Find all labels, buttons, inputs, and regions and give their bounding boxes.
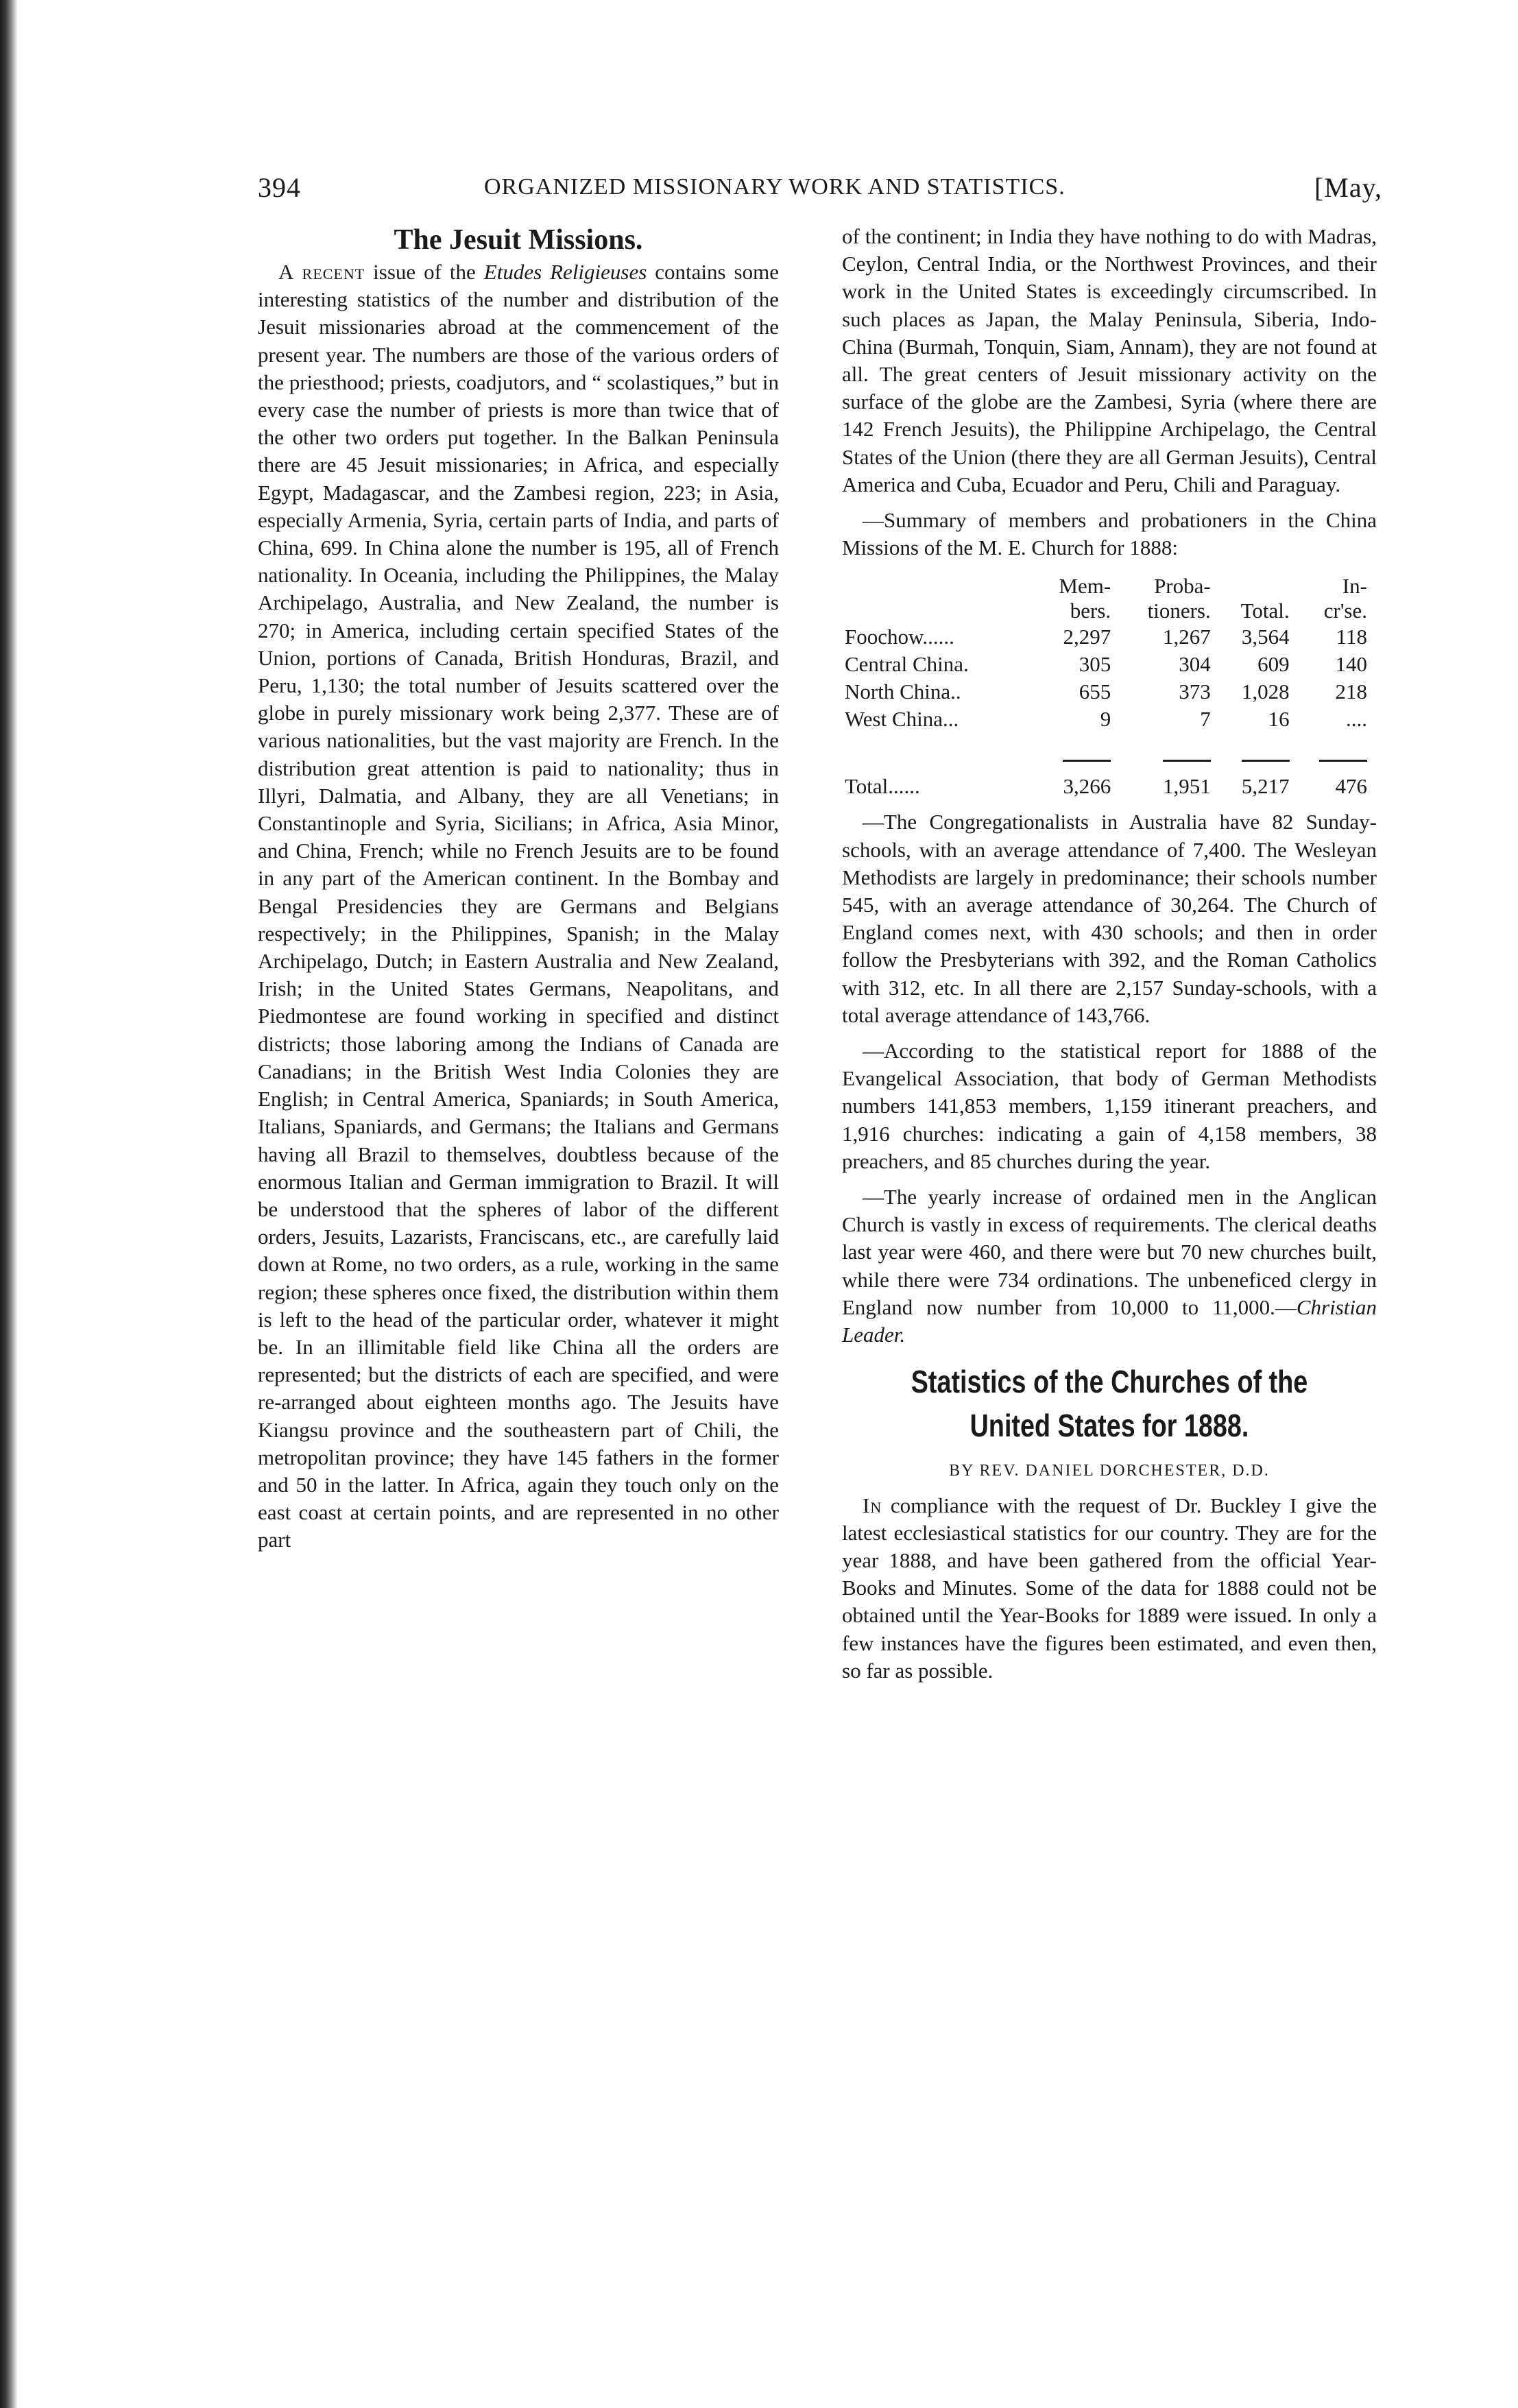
table-cell: 140 xyxy=(1335,652,1367,677)
article-paragraph: In compliance with the request of Dr. Buckley I give the latest ecclesiastical statistics for our country. They are for the year 1888, and have been gathered from the official Year-Books and Minutes. Some of the data for 1888 could not be obtained until the Year-Books for 1889 were issued. In only a few instances have the figures been estimated, and even then, so far as possible. xyxy=(842,1493,1377,1683)
right-column xyxy=(842,223,1377,1685)
table-cell: 305 xyxy=(1079,652,1111,677)
table-cell: 9 xyxy=(1100,707,1111,732)
article-title-statistics: Statistics of the Churches of the United States for 1888. xyxy=(911,1364,1308,1444)
table-header: Total. xyxy=(1240,599,1290,623)
table-rule-row xyxy=(842,733,1370,771)
table-cell: North China.. xyxy=(845,679,961,704)
note-evangelical: —According to the statistical report for 1888 of the Evangelical Association, that body of German Methodists numbers 141,853 members, 1,159 itinerant preachers, and 1,916 churches: indicating a gain of 4,158 members, 38 preachers, and 85 churches during the year. xyxy=(842,1039,1377,1173)
table-cell: 1,028 xyxy=(1241,679,1290,704)
table-header-row xyxy=(842,574,1370,623)
table-cell: 16 xyxy=(1268,707,1290,732)
table-cell: 1,951 xyxy=(1162,774,1211,799)
table-header: Proba- tioners. xyxy=(1147,574,1211,623)
table-cell: 304 xyxy=(1179,652,1211,677)
note-anglican: —The yearly increase of ordained men in the Anglican Church is vastly in excess of requirements. The clerical deaths last year were 460, and there were but 70 new churches built, while there were 734 ordinations. The unbeneficed clergy in England now number from 10,000 to 11,000.—Christian Leader. xyxy=(842,1185,1377,1347)
note-congregationalists: —The Congregationalists in Australia have 82 Sunday-schools, with an average attendance of 7,400. The Wesleyan Methodists are largely in predominance; their schools number 545, with an average attendance of 30,264. The Church of England comes next, with 430 schools; and then in order follow the Presbyterians with 392, and the Roman Catholics with 312, etc. In all there are 2,157 Sunday-schools, with a total average attendance of 143,766. xyxy=(842,810,1377,1027)
table-row xyxy=(842,623,1370,651)
table-cell: 118 xyxy=(1336,625,1367,649)
table-cell: 3,266 xyxy=(1063,774,1111,799)
table-cell: .... xyxy=(1346,707,1367,732)
table-rule xyxy=(1214,733,1292,771)
table-cell: Central China. xyxy=(845,652,969,677)
table-rule xyxy=(1030,733,1113,771)
table-cell: 5,217 xyxy=(1241,774,1290,799)
table-header: Mem- bers. xyxy=(1059,574,1111,623)
table-row xyxy=(842,706,1370,733)
table-cell: 609 xyxy=(1257,652,1290,677)
table-cell: 2,297 xyxy=(1063,625,1111,649)
table-cell: Foochow...... xyxy=(845,625,954,649)
article-paragraph: A recent issue of the Etudes Religieuses contains some interesting statistics of the number and distribution of the Jesuit missionaries abroad at the commencement of the present year. The numbers are those of the various orders of the priesthood; priests, coadjutors, and “ scolastiques,” but in every case the number of priests is more than twice that of the other two orders put together. In the Balkan Peninsula there are 45 Jesuit missionaries; in Africa, and especially Egypt, Madagascar, and the Zambesi region, 223; in Asia, especially Armenia, Syria, certain parts of India, and parts of China, 699. In China alone the number is 195, all of French nationality. In Oceania, including the Philippines, the Malay Archipelago, Australia, and New Zealand, the number is 270; in America, including certain specified States of the Union, portions of Canada, British Honduras, Brazil, and Peru, 1,130; the total number of Jesuits scattered over the globe in purely missionary work being 2,377. These are of various nationalities, but the vast majority are French. In the distribution great attention is paid to nationality; thus in Illyri, Dalmatia, and Albany, they are all Venetians; in Constantinople and Syria, Sicilians; in Africa, Asia Minor, and China, French; while no French Jesuits are to be found in any part of the American continent. In the Bombay and Bengal Presidencies they are Germans and Belgians respectively; in the Philippines, Spanish; in the Malay Archipelago, Dutch; in Eastern Australia and New Zealand, Irish; in the United States Germans, Neapolitans, and Piedmontese are found working in specified and distinct districts; those laboring among the Indians of Canada are Canadians; in the British West India Colonies they are English; in Central America, Spaniards; in South America, Italians, Spaniards, and Germans; the Italians and Germans having all Brazil to themselves, doubtless because of the enormous Italian and German immigration to Brazil. It will be understood that the spheres of labor of the different orders, Jesuits, Lazarists, Franciscans, etc., are carefully laid down at Rome, no two orders, as a rule, working in the same region; these spheres once fixed, the distribution within them is left to the head of the particular order, whatever it might be. In an illimitable field like China all the orders are represented; but the districts of each are specified, and were re-arranged about eighteen months ago. The Jesuits have Kiangsu province and the southeastern part of Chili, the metropolitan province; they have 145 fathers in the former and 50 in the latter. In Africa, again they touch only on the east coast at certain points, and are represented in no other part xyxy=(258,260,779,1552)
table-cell: 3,564 xyxy=(1241,625,1290,649)
table-cell: 373 xyxy=(1179,679,1211,704)
table-body xyxy=(842,623,1370,800)
source-citation: Christian Leader. xyxy=(842,1295,1377,1347)
page-number: 394 xyxy=(258,172,301,203)
table-cell: Total...... xyxy=(845,774,920,799)
table-rule xyxy=(1113,733,1214,771)
table-cell: West China... xyxy=(845,707,959,732)
table-cell: 1,267 xyxy=(1162,625,1211,649)
article-continuation: of the continent; in India they have nothing to do with Madras, Ceylon, Central India, or the Northwest Provinces, and their work in the United States is exceedingly circumscribed. In such places as Japan, the Malay Peninsula, Siberia, Indo-China (Burmah, Tonquin, Siam, Annam), they are not found at all. The great centers of Jesuit missionary activity on the surface of the globe are the Zambesi, Syria (where there are 142 French Jesuits), the Philippine Archipelago, the Central States of the Union (there they are all German Jesuits), Central America and Cuba, Ecuador and Peru, Chili and Paraguay. xyxy=(842,224,1377,496)
table-row xyxy=(842,651,1370,678)
page-edge-shadow xyxy=(0,0,18,2408)
table-rule xyxy=(1292,733,1370,771)
table-cell: 218 xyxy=(1335,679,1367,704)
article-title-jesuit-missions: The Jesuit Missions. xyxy=(394,224,643,256)
china-missions-table xyxy=(842,574,1370,800)
table-header xyxy=(842,574,1030,623)
table-header: In- cr'se. xyxy=(1323,574,1367,623)
table-rule xyxy=(842,733,1030,771)
left-column xyxy=(258,223,779,1554)
table-cell: 7 xyxy=(1200,707,1211,732)
lead-caps: A recent xyxy=(278,260,365,284)
running-title: ORGANIZED MISSIONARY WORK AND STATISTICS. xyxy=(484,174,1065,200)
table-total-row xyxy=(842,771,1370,800)
lead-caps: In xyxy=(863,1493,882,1517)
table-row xyxy=(842,678,1370,706)
running-month: [May, xyxy=(1314,172,1382,203)
byline: BY REV. DANIEL DORCHESTER, D.D. xyxy=(949,1462,1270,1480)
running-head xyxy=(258,171,1382,213)
table-cell: 655 xyxy=(1079,679,1111,704)
table-cell: 476 xyxy=(1335,774,1367,799)
summary-intro: —Summary of members and probationers in the China Missions of the M. E. Church for 1888: xyxy=(842,508,1377,560)
journal-name: Etudes Religieuses xyxy=(483,260,647,284)
